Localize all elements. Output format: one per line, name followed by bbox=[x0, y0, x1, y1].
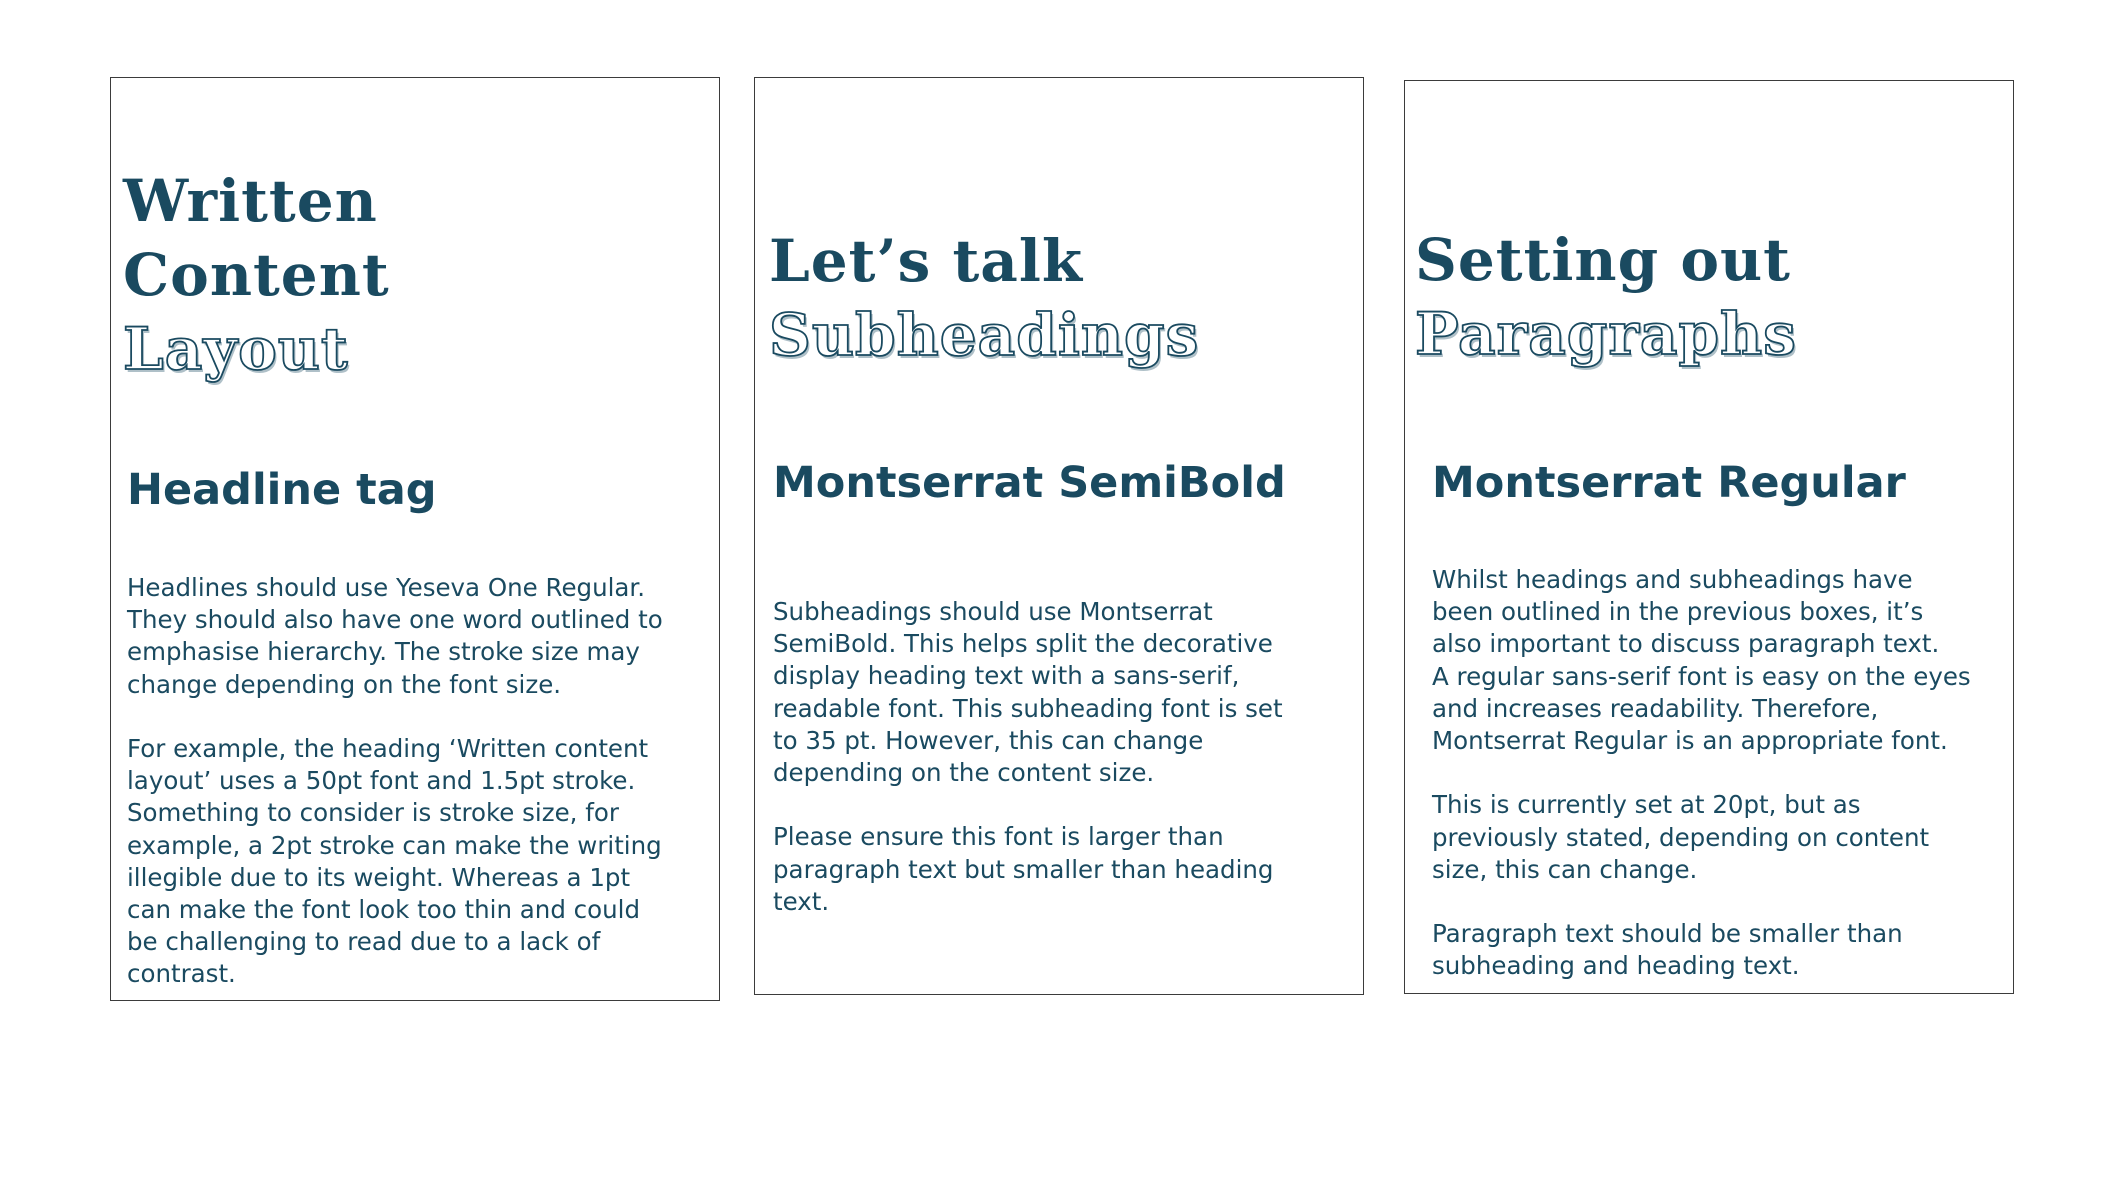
card-written-content-layout bbox=[110, 77, 720, 1001]
card-body bbox=[127, 572, 717, 991]
card-body bbox=[773, 596, 1363, 918]
title-line: Let’s talk bbox=[769, 227, 1084, 295]
paragraph: Paragraph text should be smaller than subheading and heading text. bbox=[1432, 919, 1903, 981]
card-title bbox=[123, 164, 390, 386]
card-paragraphs bbox=[1404, 80, 2014, 994]
card-title bbox=[1415, 223, 1797, 371]
card-subheading: Montserrat Regular bbox=[1432, 458, 1906, 508]
title-outlined-word: Layout bbox=[123, 315, 349, 383]
title-outlined-word: Paragraphs bbox=[1415, 300, 1797, 368]
paragraph: Headlines should use Yeseva One Regular. They should also have one word outlined to emphasise hierarchy. The stroke size may change depending on the font size. bbox=[127, 573, 663, 699]
title-line: Content bbox=[123, 241, 390, 309]
title-line: Written bbox=[123, 167, 378, 235]
paragraph: Subheadings should use Montserrat SemiBold. This helps split the decorative display heading text with a sans-serif, readable font. This subheading font is set to 35 pt. However, this can change depending on the content size. bbox=[773, 597, 1283, 788]
card-subheading: Montserrat SemiBold bbox=[773, 458, 1286, 508]
title-outlined-word: Subheadings bbox=[769, 301, 1200, 369]
card-body bbox=[1432, 564, 2015, 983]
paragraph: This is currently set at 20pt, but as previously stated, depending on content size, this can change. bbox=[1432, 790, 1930, 884]
paragraph: For example, the heading ‘Written content layout’ uses a 50pt font and 1.5pt stroke. Something to consider is stroke size, for example, a 2pt stroke can make the writing illegible due to its weight. Whereas a 1pt can make the font look too thin and could be challenging to read due to a lack of contrast. bbox=[127, 734, 662, 989]
card-title bbox=[769, 224, 1199, 372]
paragraph: Please ensure this font is larger than paragraph text but smaller than heading text. bbox=[773, 822, 1274, 916]
title-line: Setting out bbox=[1415, 226, 1791, 294]
paragraph: Whilst headings and subheadings have been outlined in the previous boxes, it’s also important to discuss paragraph text. A regular sans-serif font is easy on the eyes and increases readability. Therefore, Montserrat Regular is an appropriate font. bbox=[1432, 565, 1971, 756]
card-subheadings bbox=[754, 77, 1364, 995]
card-subheading: Headline tag bbox=[127, 465, 437, 515]
